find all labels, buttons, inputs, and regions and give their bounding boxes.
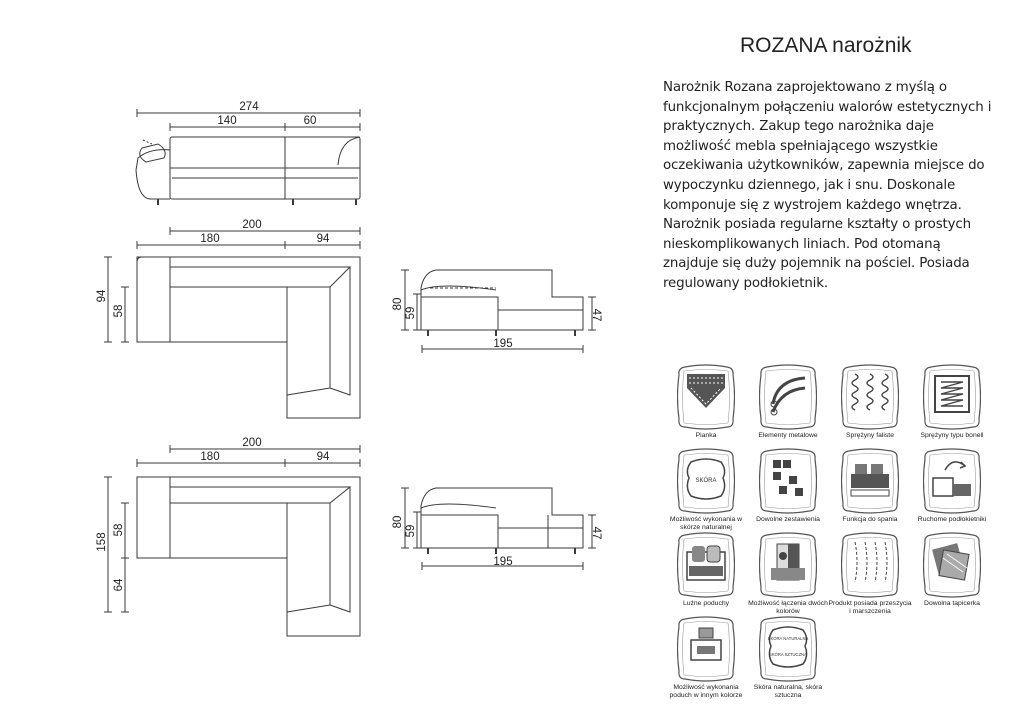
dim-side1-chaise: 47 bbox=[590, 308, 602, 322]
other-color-seat-icon bbox=[677, 616, 735, 682]
loose-cushions-icon bbox=[677, 532, 735, 598]
dim-side2-height: 80 bbox=[392, 515, 404, 529]
feature-tile bbox=[909, 532, 995, 618]
feature-tile bbox=[827, 364, 913, 450]
front-view-drawing bbox=[136, 109, 360, 205]
feature-tile bbox=[663, 532, 749, 618]
feature-label: Funkcja do spania bbox=[842, 516, 898, 523]
dim-side1-seat: 59 bbox=[405, 306, 417, 320]
dim-top2-total: 200 bbox=[242, 437, 262, 449]
feature-tile bbox=[745, 448, 831, 534]
sleep-function-icon bbox=[841, 448, 899, 514]
feature-tile bbox=[745, 532, 831, 618]
feature-tile bbox=[745, 616, 831, 702]
dim-top1-right: 94 bbox=[316, 233, 330, 245]
feature-tile bbox=[663, 616, 749, 702]
feature-label: Dowolne zestawienia bbox=[756, 516, 820, 523]
any-configuration-icon bbox=[759, 448, 817, 514]
dim-side2-seat: 59 bbox=[405, 524, 417, 538]
top-view-1-drawing bbox=[104, 227, 360, 418]
bonnell-springs-icon bbox=[923, 364, 981, 430]
natural-synthetic-leather-icon bbox=[759, 616, 817, 682]
feature-tile bbox=[909, 448, 995, 534]
feature-label: Sprężyny faliste bbox=[846, 432, 894, 439]
zigzag-springs-icon bbox=[841, 364, 899, 430]
dim-top1-total: 200 bbox=[242, 219, 262, 231]
dim-top2-right: 94 bbox=[316, 451, 330, 463]
feature-label: Elementy metalowe bbox=[758, 432, 818, 439]
feature-label: Możliwość łączenia dwóch kolorów bbox=[748, 600, 828, 615]
dim-top1-left: 180 bbox=[200, 233, 220, 245]
dim-top2-lower-depth: 64 bbox=[113, 578, 125, 592]
dim-front-chaise: 60 bbox=[303, 115, 317, 127]
leather-icon bbox=[677, 448, 735, 514]
feature-tile bbox=[663, 448, 749, 534]
svg-text:SKÓRA: SKÓRA bbox=[695, 478, 717, 484]
dim-side1-length: 195 bbox=[493, 338, 513, 350]
foam-icon bbox=[677, 364, 735, 430]
dim-top2-seat-depth: 58 bbox=[113, 523, 125, 537]
feature-label: Luźne poduchy bbox=[682, 600, 730, 607]
dim-top1-depth: 94 bbox=[96, 289, 108, 303]
feature-label: Ruchome podłokietniki bbox=[917, 516, 987, 523]
dim-side1-height: 80 bbox=[392, 297, 404, 311]
any-upholstery-icon bbox=[923, 532, 981, 598]
feature-label: Produkt posiada przeszycia i marszczenia bbox=[828, 600, 912, 615]
product-title: ROZANA narożnik bbox=[740, 34, 912, 57]
dim-top2-total-depth: 158 bbox=[96, 532, 108, 552]
feature-label: Skóra naturalna, skóra sztuczna bbox=[753, 684, 823, 699]
feature-tile bbox=[745, 364, 831, 450]
feature-tile bbox=[827, 532, 913, 618]
feature-tile bbox=[663, 364, 749, 450]
dim-front-total: 274 bbox=[239, 101, 259, 113]
movable-armrest-icon bbox=[923, 448, 981, 514]
dim-top1-seat-depth: 58 bbox=[113, 304, 125, 318]
product-description: Narożnik Rozana zaprojektowano z myślą o funkcjonalnym połączeniu walorów estetycznych i praktycznych. Zakup tego narożnika daje możliwość mebla spełniającego wszystkie oczekiwania użytkowników, zapewnia miejsce do wypoczynku dziennego, jak i snu. Doskonale komponuje się z wystrojem każdego wnętrza. Narożnik posiada regularne kształty o prostych nieskomplikowanych liniach. Pod otomaną znajduje się duży pojemnik na pościel. Posiada regulowany podłokietnik. bbox=[663, 80, 992, 291]
seam-protection-icon bbox=[841, 532, 899, 598]
dim-top2-left: 180 bbox=[200, 451, 220, 463]
metal-elements-icon bbox=[759, 364, 817, 430]
two-colors-icon bbox=[759, 532, 817, 598]
feature-label: Możliwość wykonania w skórze naturalnej bbox=[669, 516, 743, 531]
feature-label: Pianka bbox=[695, 432, 717, 439]
svg-text:SKÓRA SZTUCZNA: SKÓRA SZTUCZNA bbox=[769, 652, 807, 657]
feature-tile bbox=[909, 364, 995, 450]
feature-label: Sprężyny typu bonell bbox=[920, 432, 984, 439]
feature-label: Możliwość wykonania poduch w innym kolorze bbox=[669, 684, 743, 699]
dim-front-seat: 140 bbox=[217, 115, 237, 127]
feature-label: Dowolna tapicerka bbox=[924, 600, 980, 607]
svg-text:SKÓRA NATURALNA: SKÓRA NATURALNA bbox=[767, 636, 809, 641]
dim-side2-chaise: 47 bbox=[590, 526, 602, 540]
feature-tile bbox=[827, 448, 913, 534]
top-view-2-drawing bbox=[104, 445, 360, 636]
dim-side2-length: 195 bbox=[493, 556, 513, 568]
